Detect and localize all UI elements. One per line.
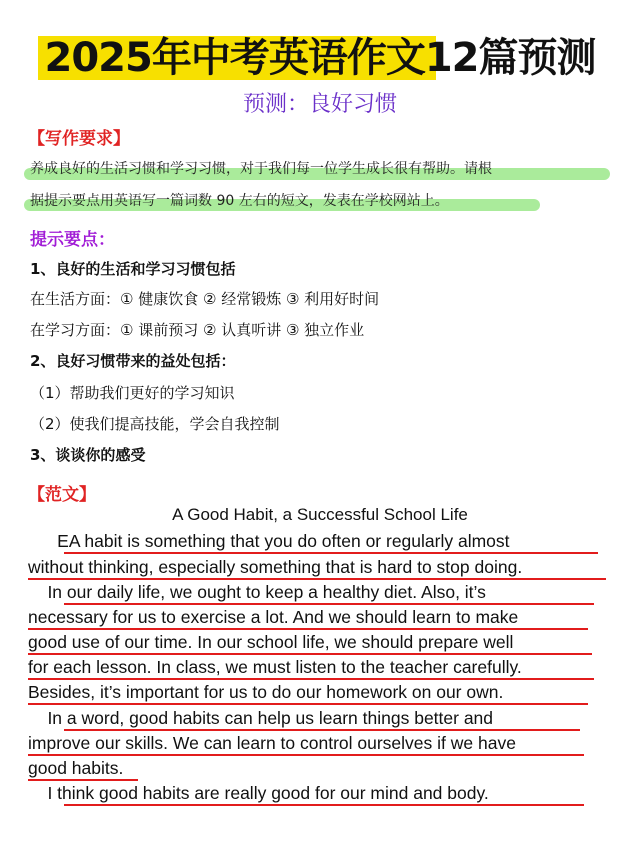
page-title — [0, 30, 640, 86]
requirement-line-1: 养成良好的生活习惯和学习习惯，对于我们每一位学生成长很有帮助。请根 — [30, 161, 492, 177]
essay-title: A Good Habit, a Successful School Life — [172, 505, 468, 524]
point-3: 3、谈谈你的感受 — [30, 446, 146, 464]
essay-underline — [64, 804, 584, 806]
requirement-line-2: 据提示要点用英语写一篇词数 90 左右的短文，发表在学校网站上。 — [30, 193, 449, 209]
essay-line: for each lesson. In class, we must listen to the teacher carefully. — [28, 657, 522, 677]
essay-heading: 【范文】 — [28, 485, 96, 505]
essay-line: Besides, it’s important for us to do our homework on our own. — [28, 682, 504, 702]
essay-line: necessary for us to exercise a lot. And we should learn to make — [28, 607, 519, 627]
essay-underline — [64, 552, 598, 554]
title-accent: 12篇 — [424, 35, 518, 81]
essay-line: In our daily life, we ought to keep a healthy diet. Also, it’s — [28, 582, 486, 602]
essay-line: good use of our time. In our school life, we should prepare well — [28, 632, 514, 652]
title-end: 预测 — [517, 35, 596, 81]
essay-line: improve our skills. We can learn to control ourselves if we have — [28, 733, 516, 753]
essay-underline — [28, 703, 588, 705]
essay-line: I think good habits are really good for our mind and body. — [28, 783, 489, 803]
point-1-study: 在学习方面：① 课前预习 ② 认真听讲 ③ 独立作业 — [30, 321, 365, 339]
point-2-item-2: （2）使我们提高技能，学会自我控制 — [30, 415, 280, 433]
essay-line: EA habit is something that you do often or regularly almost — [28, 531, 510, 551]
essay-line: without thinking, especially something that is hard to stop doing. — [28, 557, 523, 577]
essay-line: In a word, good habits can help us learn things better and — [28, 708, 494, 728]
point-1-life: 在生活方面：① 健康饮食 ② 经常锻炼 ③ 利用好时间 — [30, 290, 380, 308]
points-heading: 提示要点： — [30, 230, 115, 250]
essay-line: good habits. — [28, 758, 124, 778]
title-main: 2025年中考英语作文 — [44, 35, 425, 81]
point-2-item-1: （1）帮助我们更好的学习知识 — [30, 384, 235, 402]
page-subtitle: 预测：良好习惯 — [242, 92, 397, 117]
point-1: 1、良好的生活和学习习惯包括 — [30, 260, 236, 278]
requirement-heading: 【写作要求】 — [28, 129, 130, 149]
point-2: 2、良好习惯带来的益处包括： — [30, 352, 236, 370]
